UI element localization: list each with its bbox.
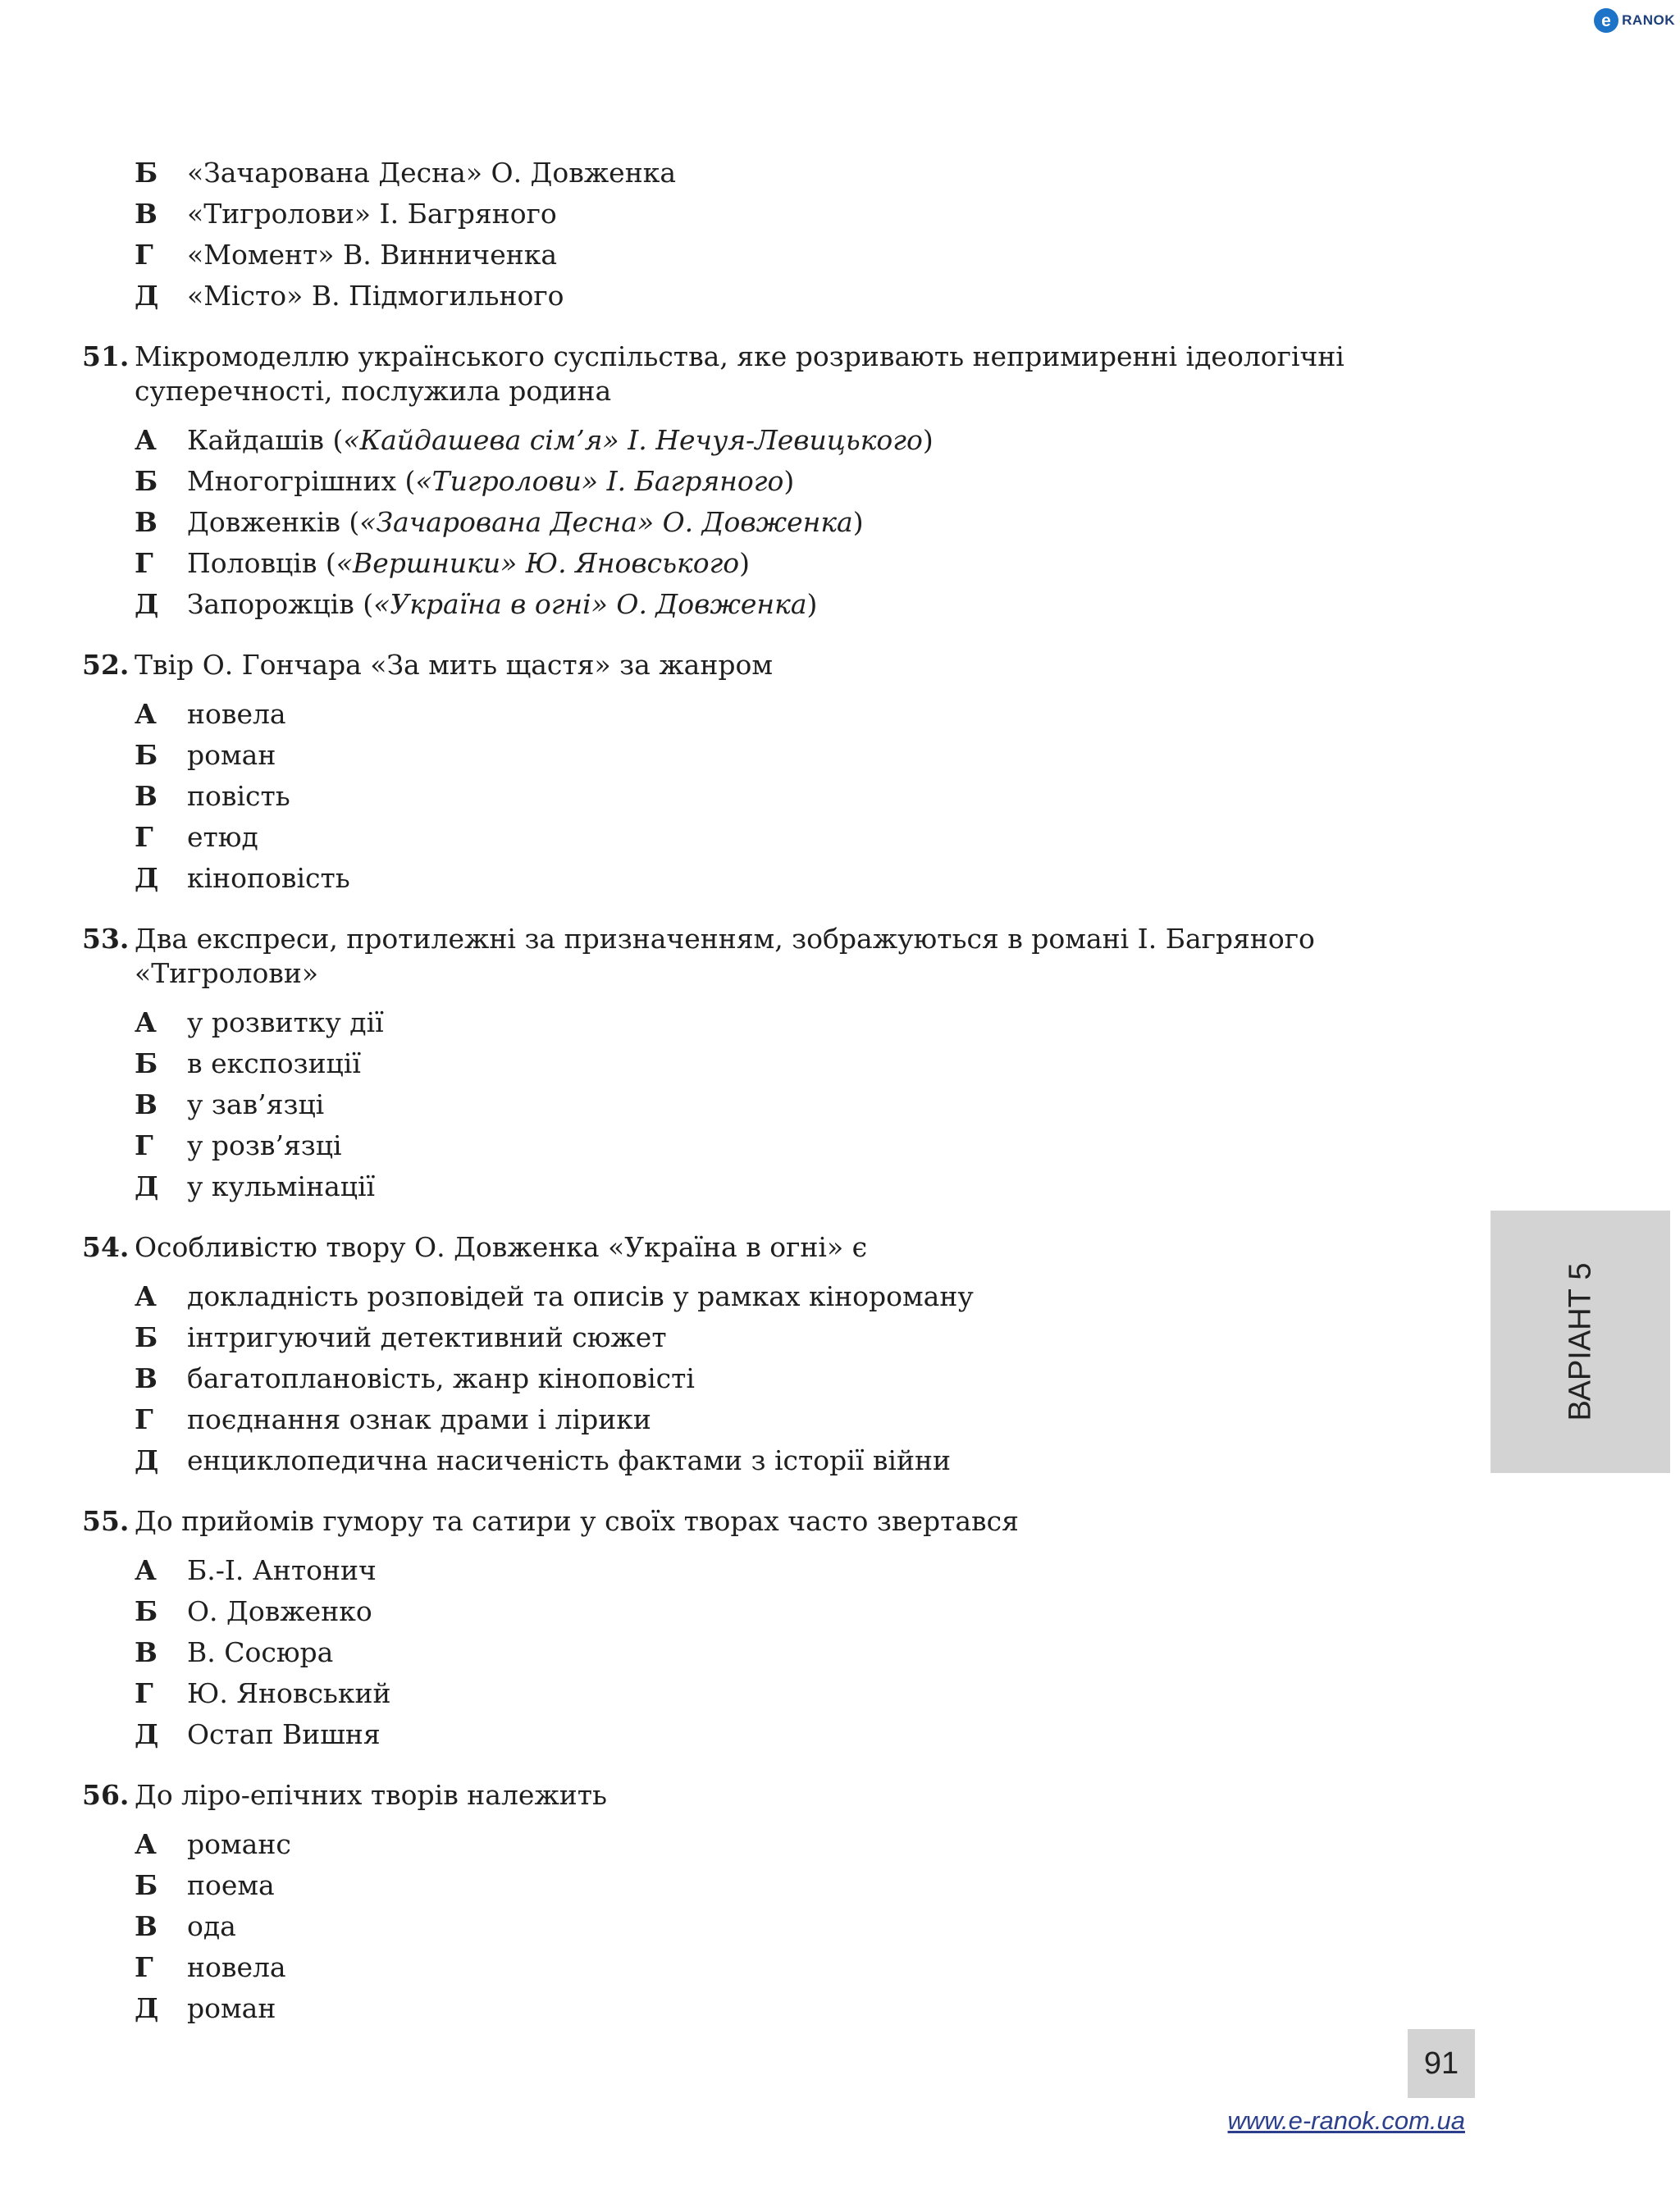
option-text: енциклопедична насиченість фактами з історії війни <box>187 1444 951 1476</box>
question-header <box>82 648 1477 682</box>
option-text: Многогрішних («Тигролови» І. Багряного) <box>187 465 795 497</box>
option-letter: Д <box>135 1718 159 1750</box>
option-row <box>82 1824 1477 1865</box>
question-text: Твір О. Гончара «За мить щастя» за жанром <box>135 649 774 681</box>
option-letter: В <box>135 780 158 812</box>
option-text: у кульмінації <box>187 1170 376 1202</box>
svg-text:e: e <box>1601 11 1611 30</box>
option-letter: Д <box>135 1992 159 2024</box>
option-row <box>82 1906 1477 1947</box>
option-text: Ю. Яновський <box>187 1677 391 1709</box>
option-row <box>82 1002 1477 1043</box>
option-letter: Д <box>135 588 159 620</box>
option-text: ода <box>187 1910 236 1942</box>
option-row <box>82 1947 1477 1988</box>
family-name: Кайдашів <box>187 424 325 456</box>
work-title: «Кайдашева сім’я» І. Нечуя-Левицького <box>343 424 923 456</box>
option-letter: В <box>135 1088 158 1120</box>
question-header <box>82 1230 1477 1265</box>
option-row <box>82 735 1477 776</box>
page-number: 91 <box>1408 2029 1475 2098</box>
page-content <box>82 153 1477 2052</box>
option-row <box>82 858 1477 899</box>
question-text: Мікромоделлю українського суспільства, яке розривають непримиренні ідеологічні суперечності, послужила родина <box>135 340 1344 407</box>
question-text: До ліро-епічних творів належить <box>135 1779 608 1811</box>
question-number: 54. <box>82 1231 130 1263</box>
option-letter: А <box>135 1006 157 1038</box>
option-text: «Місто» В. Підмогильного <box>187 280 564 312</box>
option-letter: А <box>135 698 157 730</box>
question-number: 51. <box>82 340 130 372</box>
option-letter: Б <box>135 157 158 189</box>
option-letter: Г <box>135 1129 153 1161</box>
option-text: повість <box>187 780 290 812</box>
option-row <box>82 235 1477 276</box>
option-text: інтригуючий детективний сюжет <box>187 1321 667 1353</box>
option-text: роман <box>187 739 276 771</box>
option-letter: В <box>135 506 158 538</box>
family-name: Многогрішних <box>187 465 397 497</box>
option-row <box>82 1632 1477 1673</box>
option-row <box>82 1591 1477 1632</box>
option-letter: Б <box>135 739 158 771</box>
option-text: поєднання ознак драми і лірики <box>187 1403 651 1435</box>
option-letter: Д <box>135 1170 159 1202</box>
option-text: багатоплановість, жанр кіноповісті <box>187 1362 695 1394</box>
question-header <box>82 1504 1477 1539</box>
logo-text: RANOK <box>1622 12 1675 28</box>
option-letter: В <box>135 1636 158 1668</box>
option-text: Половців («Вершники» Ю. Яновського) <box>187 547 751 579</box>
option-text: Довженків («Зачарована Десна» О. Довженка) <box>187 506 864 538</box>
option-letter: А <box>135 1280 157 1312</box>
option-row <box>82 543 1477 584</box>
option-letter: Б <box>135 1869 158 1901</box>
question-51 <box>82 340 1477 625</box>
option-text: етюд <box>187 821 258 853</box>
option-letter: В <box>135 1362 158 1394</box>
question-50-continued <box>82 153 1477 317</box>
option-letter: А <box>135 1554 157 1586</box>
question-number: 56. <box>82 1779 130 1811</box>
option-letter: Г <box>135 821 153 853</box>
website-link[interactable]: www.e-ranok.com.ua <box>1227 2106 1465 2135</box>
option-text: кіноповість <box>187 862 350 894</box>
question-text: До прийомів гумору та сатири у своїх творах часто звертався <box>135 1505 1019 1537</box>
variant-label: ВАРІАНТ 5 <box>1563 1262 1597 1421</box>
option-text: в експозиції <box>187 1047 361 1079</box>
option-text: новела <box>187 1951 286 1983</box>
option-letter: А <box>135 1828 157 1860</box>
option-text: «Момент» В. Винниченка <box>187 239 558 271</box>
option-text: Запорожців («Україна в огні» О. Довженка) <box>187 588 818 620</box>
option-row <box>82 1550 1477 1591</box>
option-letter: Г <box>135 1403 153 1435</box>
family-name: Половців <box>187 547 317 579</box>
option-letter: Г <box>135 1677 153 1709</box>
option-text: у зав’язці <box>187 1088 325 1120</box>
option-letter: В <box>135 198 158 230</box>
option-text: Остап Вишня <box>187 1718 381 1750</box>
option-letter: Г <box>135 547 153 579</box>
option-row <box>82 276 1477 317</box>
question-56 <box>82 1778 1477 2029</box>
option-row <box>82 1043 1477 1084</box>
option-letter: Б <box>135 1321 158 1353</box>
option-letter: Д <box>135 862 159 894</box>
e-logo-icon <box>1592 7 1620 34</box>
option-text: «Зачарована Десна» О. Довженка <box>187 157 676 189</box>
option-text: романс <box>187 1828 291 1860</box>
option-row <box>82 153 1477 194</box>
option-text: поема <box>187 1869 275 1901</box>
question-number: 53. <box>82 923 130 955</box>
option-letter: Г <box>135 1951 153 1983</box>
work-title: «Україна в огні» О. Довженка <box>373 588 807 620</box>
option-letter: Б <box>135 1047 158 1079</box>
option-text: докладність розповідей та описів у рамках кінороману <box>187 1280 974 1312</box>
option-text: В. Сосюра <box>187 1636 334 1668</box>
option-letter: Д <box>135 1444 159 1476</box>
family-name: Запорожців <box>187 588 354 620</box>
option-text: у розв’язці <box>187 1129 342 1161</box>
option-text: «Тигролови» І. Багряного <box>187 198 557 230</box>
question-55 <box>82 1504 1477 1755</box>
question-54 <box>82 1230 1477 1481</box>
option-row <box>82 1399 1477 1440</box>
option-row <box>82 1988 1477 2029</box>
family-name: Довженків <box>187 506 340 538</box>
option-text: новела <box>187 698 286 730</box>
option-row <box>82 1317 1477 1358</box>
work-title: «Тигролови» І. Багряного <box>415 465 784 497</box>
option-letter: А <box>135 424 157 456</box>
question-text: Два експреси, протилежні за призначенням, зображуються в романі І. Багряного «Тигролови» <box>135 923 1315 989</box>
option-row <box>82 1358 1477 1399</box>
option-text: у розвитку дії <box>187 1006 384 1038</box>
work-title: «Вершники» Ю. Яновського <box>336 547 740 579</box>
option-row <box>82 461 1477 502</box>
question-number: 55. <box>82 1505 130 1537</box>
option-row <box>82 1276 1477 1317</box>
option-row <box>82 1673 1477 1714</box>
option-row <box>82 1084 1477 1125</box>
option-row <box>82 1440 1477 1481</box>
option-text: Б.-І. Антонич <box>187 1554 377 1586</box>
option-text: Кайдашів («Кайдашева сім’я» І. Нечуя-Левицького) <box>187 424 934 456</box>
question-header <box>82 340 1477 408</box>
option-row <box>82 584 1477 625</box>
option-row <box>82 1125 1477 1166</box>
work-title: «Зачарована Десна» О. Довженка <box>359 506 853 538</box>
question-header <box>82 1778 1477 1813</box>
option-row <box>82 1166 1477 1207</box>
option-row <box>82 776 1477 817</box>
option-text: роман <box>187 1992 276 2024</box>
option-text: О. Довженко <box>187 1595 372 1627</box>
option-row <box>82 694 1477 735</box>
option-row <box>82 420 1477 461</box>
option-row <box>82 502 1477 543</box>
option-row <box>82 1865 1477 1906</box>
question-53 <box>82 922 1477 1207</box>
option-row <box>82 1714 1477 1755</box>
variant-side-tab <box>1491 1211 1670 1473</box>
question-number: 52. <box>82 649 130 681</box>
option-letter: В <box>135 1910 158 1942</box>
question-header <box>82 922 1477 991</box>
option-row <box>82 817 1477 858</box>
question-52 <box>82 648 1477 899</box>
publisher-logo <box>1592 7 1680 34</box>
option-letter: Б <box>135 1595 158 1627</box>
option-letter: Д <box>135 280 159 312</box>
option-letter: Б <box>135 465 158 497</box>
question-text: Особливістю твору О. Довженка «Україна в огні» є <box>135 1231 868 1263</box>
option-row <box>82 194 1477 235</box>
option-letter: Г <box>135 239 153 271</box>
